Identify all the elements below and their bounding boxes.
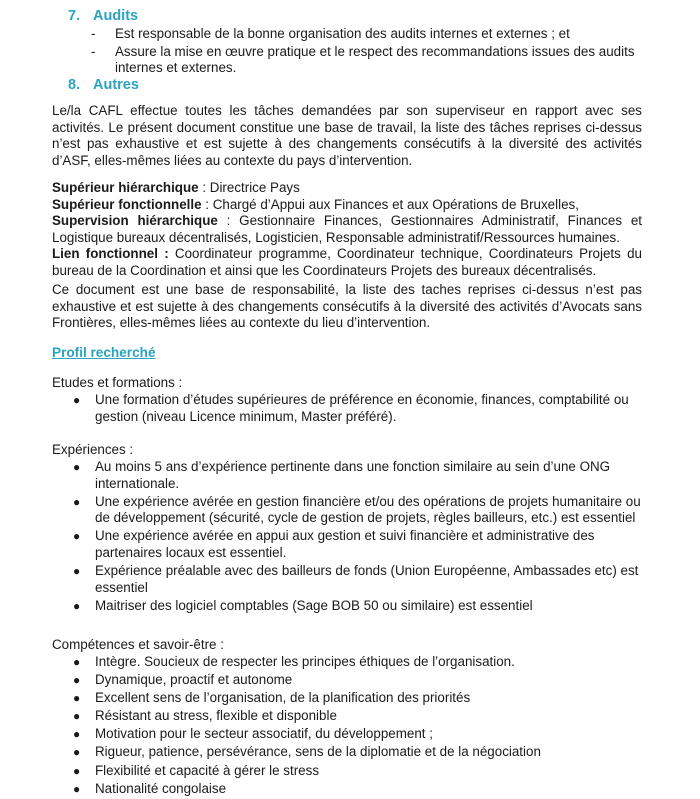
section-heading-autres <box>68 76 139 94</box>
list-item: ● Une expérience avérée en gestion financière et/ou des opérations de projets humanitaire ou de développement (sécurité, cycle de gestion de projets, règles bailleurs, etc.) est essentiel <box>73 493 641 526</box>
etudes-list <box>73 392 648 427</box>
intro-paragraph: Le/la CAFL effectue toutes les tâches demandées par son superviseur en rapport avec ses activités. Le présent document constitue une base de travail, la liste des tâches reprises ci-dessus n’est pas exhaustive et est sujette à des changements consécutifs à la diversité des activités d’ASF, elles-mêmes liées au contexte du pays d’intervention. <box>52 103 642 168</box>
list-item: ● Au moins 5 ans d’expérience pertinente dans une fonction similaire au sein d’une ONG internationale. <box>73 459 611 491</box>
section-number: 8. <box>68 77 81 93</box>
etudes-heading: Etudes et formations : <box>52 375 183 390</box>
experiences-heading: Expériences : <box>52 442 134 457</box>
list-item: - Assure la mise en œuvre pratique et le respect des recommandations issues des audits internes et externes. <box>91 43 635 76</box>
experiences-list <box>73 459 648 616</box>
list-item: ● Maitriser des logiciel comptables (Sage BOB 50 ou similaire) est essentiel <box>73 597 533 613</box>
list-item: ● Une formation d’études supérieures de préférence en économie, finances, comptabilité ou gestion (niveau Licence minimum, Master préféré). <box>73 392 629 424</box>
role-superieur-fonctionnelle: Supérieur fonctionnelle : Chargé d’Appui aux Finances et aux Opérations de Bruxelles, <box>52 196 579 212</box>
role-superieur-hierarchique: Supérieur hiérarchique : Directrice Pays <box>52 180 300 195</box>
list-item: ● Résistant au stress, flexible et disponible <box>73 708 337 724</box>
responsibility-paragraph: Ce document est une base de responsabilité, la liste des taches reprises ci-dessus n’est pas exhaustive et est sujette à des changements consécutifs à la diversité des activités d’Avocats sans Frontières, elles-mêmes liées au contexte du lieu d’intervention. <box>52 282 642 331</box>
role-lien-fonctionnel: Lien fonctionnel : Coordinateur programme, Coordinateur technique, Coordinateurs Projets du bureau de la Coordination et ainsi que les Coordinateurs Projets des bureaux décentralisés. <box>52 246 643 278</box>
reporting-lines <box>52 180 642 280</box>
list-item: ● Une expérience avérée en appui aux gestion et suivi financière et administrative des partenaires locaux est essentiel. <box>73 528 595 560</box>
profile-heading: Profil recherché <box>52 345 156 360</box>
list-item: ● Excellent sens de l’organisation, de la planification des priorités <box>73 690 471 706</box>
list-item: - Est responsable de la bonne organisation des audits internes et externes ; et <box>91 26 570 41</box>
competences-heading: Compétences et savoir-être : <box>52 637 224 652</box>
list-item: ● Nationalité congolaise <box>73 780 227 796</box>
section-title: Audits <box>93 8 139 24</box>
list-item: ● Expérience préalable avec des bailleurs de fonds (Union Européenne, Ambassades etc) est essentiel <box>73 563 639 595</box>
list-item: ● Rigueur, patience, persévérance, sens de la diplomatie et de la négociation <box>73 744 541 760</box>
list-item: ● Flexibilité et capacité à gérer le stress <box>73 762 320 778</box>
list-item: ● Intègre. Soucieux de respecter les principes éthiques de l’organisation. <box>73 654 515 669</box>
list-item: ● Motivation pour le secteur associatif, du développement ; <box>73 726 433 742</box>
section-title: Autres <box>93 77 139 93</box>
role-supervision-hierarchique: Supervision hiérarchique : Gestionnaire Finances, Gestionnaires Administratif, Finances et Logistique bureaux décentralisés, Logisticien, Responsable administratif/Ressources humaines. <box>52 213 642 245</box>
section-number: 7. <box>68 8 81 24</box>
section-heading-audits <box>68 7 138 25</box>
audits-list <box>91 26 651 78</box>
list-item: ● Dynamique, proactif et autonome <box>73 672 293 688</box>
competences-list <box>73 654 648 799</box>
